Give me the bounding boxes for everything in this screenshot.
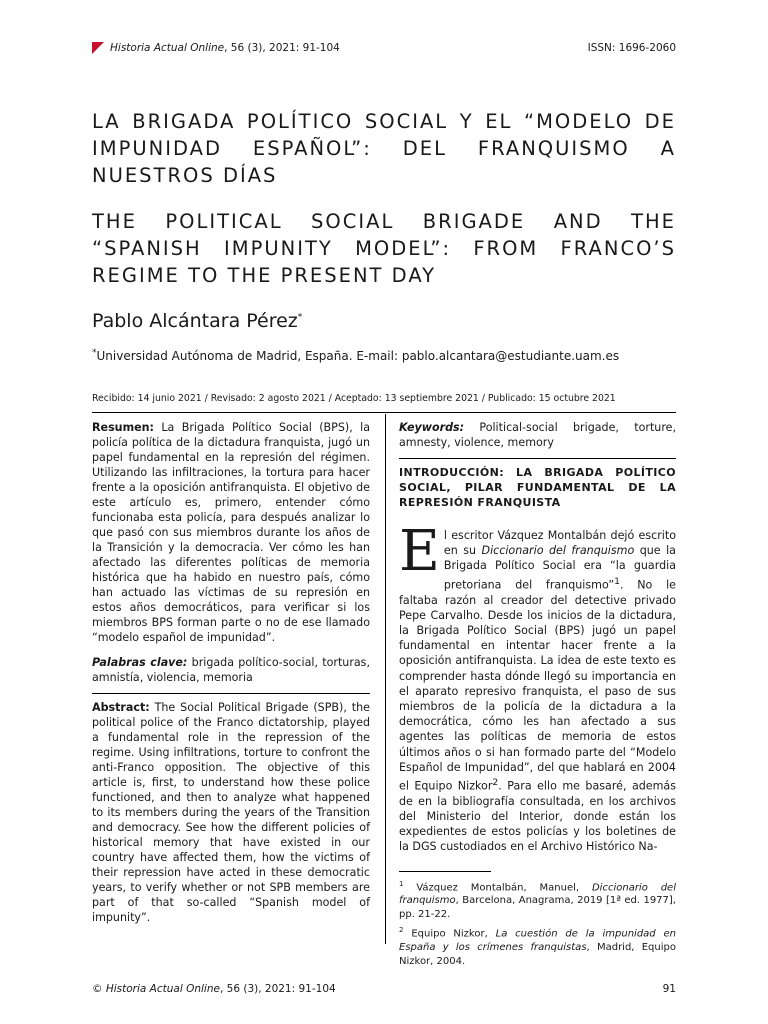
footnote-2-author: Equipo Nizkor,	[403, 928, 496, 940]
journal-issue: , 56 (3), 2021: 91-104	[224, 42, 340, 54]
footer-citation	[92, 983, 336, 995]
intro-text-3: . No le faltaba razón al creador del detective privado Pepe Carvalho. Desde los inicios de la dictadura, la Brigada Político Social (BPS) jugó un papel fundamental en intentar hacer frente a la oposición antifranquista. La idea de este texto es comprender hasta dónde llegó su importancia en el aparato represivo franquista, el paso de sus miembros de la policía de la dictadura a la democrática, cómo les han afectado a sus agentes las políticas de memoria de estos últimos años o si han formado parte del “Modelo Español de Impunidad”, del que hablará en 2004 el Equipo Nizkor	[399, 578, 676, 793]
footnote-rule	[399, 871, 491, 872]
resumen-label: Resumen:	[92, 421, 154, 434]
page-footer	[92, 983, 676, 995]
palabras-clave-text: brigada político-social, torturas, amnistía, violencia, memoria	[92, 656, 370, 684]
publication-dates: Recibido: 14 junio 2021 / Revisado: 2 agosto 2021 / Aceptado: 13 septiembre 2021 / Publicado: 15 octubre 2021	[92, 393, 616, 404]
title-english: THE POLITICAL SOCIAL BRIGADE AND THE “SPANISH IMPUNITY MODEL”: FROM FRANCO’S REGIME TO THE PRESENT DAY	[92, 210, 676, 287]
drop-cap: E	[399, 519, 440, 584]
journal-name: Historia Actual Online	[110, 42, 225, 54]
running-header	[92, 40, 676, 56]
affiliation	[92, 348, 619, 363]
affiliation-text: Universidad Autónoma de Madrid, España. E-mail: pablo.alcantara@estudiante.uam.es	[96, 349, 620, 363]
footnote-1-title: Diccionario del franquismo	[399, 881, 676, 907]
intro-text-1: l escritor Vázquez Montalbán dejó escrito en su	[443, 529, 676, 558]
footnote-1-number: 1	[399, 879, 404, 888]
copyright-symbol: ©	[92, 983, 106, 995]
affiliation-mark: *	[92, 348, 97, 358]
footnote-2	[399, 924, 676, 968]
dates-rule	[92, 412, 676, 413]
footer-journal-name: Historia Actual Online	[105, 983, 220, 995]
abstract-text: The Social Political Brigade (SPB), the political police of the Franco dictatorship, played a fundamental role in the repression of the regime. Using infiltrations, torture to confront the anti-Franco opposition. The objective of this article is, first, to understand how these police functioned, and then to analyze what happened to its members during the years of the Transition and democracy. See how the different policies of historical memory that have existed in our country have affected them, how the victims of their repression have acted in these democratic years, to verify whether or not SPB members are part of that so-called “Spanish model of impunity”.	[92, 701, 370, 924]
abstract-label: Abstract:	[92, 701, 150, 714]
footnote-1-author: Vázquez Montalbán, Manuel,	[403, 881, 592, 893]
footnote-1	[399, 878, 676, 922]
author	[92, 310, 302, 332]
journal-citation	[92, 42, 340, 54]
footnote-ref-2[interactable]: 2	[492, 776, 499, 788]
keywords-text: Political-social brigade, torture, amnesty, violence, memory	[399, 421, 676, 449]
footer-issue: , 56 (3), 2021: 91-104	[219, 983, 336, 995]
column-divider	[385, 414, 386, 944]
palabras-clave-label: Palabras clave:	[92, 656, 188, 669]
palabras-clave	[92, 655, 370, 685]
abstract-rule	[92, 693, 370, 694]
intro-text-2: que la Brigada Político Social era “la guardia pretoriana del franquismo”	[443, 544, 676, 592]
abstract	[92, 700, 370, 925]
title-spanish: LA BRIGADA POLÍTICO SOCIAL Y EL “MODELO DE IMPUNIDAD ESPAÑOL”: DEL FRANQUISMO A NUESTROS DÍAS	[92, 110, 676, 187]
resumen	[92, 420, 370, 645]
footnote-ref-1[interactable]: 1	[614, 575, 620, 587]
intro-paragraph	[399, 519, 676, 855]
author-name: Pablo Alcántara Pérez	[92, 310, 298, 332]
issn: ISSN: 1696-2060	[587, 42, 676, 54]
section-heading-introduccion: INTRODUCCIÓN: LA BRIGADA POLÍTICO SOCIAL, PILAR FUNDAMENTAL DE LA REPRESIÓN FRANQUISTA	[399, 466, 676, 509]
author-mark: *	[297, 312, 303, 323]
journal-flag-icon	[92, 42, 104, 54]
right-column	[399, 420, 676, 971]
resumen-text: La Brigada Político Social (BPS), la policía política de la dictadura franquista, jugó un papel fundamental en la represión del régimen. Utilizando las infiltraciones, la tortura para hacer frente a la oposición antifranquista. El objetivo de este artículo es, primero, entender cómo funcionaba esta policía, para después analizar lo que pasó con sus miembros durante los años de la Transición y la democracia. Ver cómo les han afectado las diferentes políticas de memoria histórica que ha habido en nuestro país, cómo han actuado las víctimas de su represión en estos años democráticos, para verificar si los miembros BPS forman parte o no de ese llamado “modelo español de impunidad”.	[92, 421, 370, 644]
keywords-label: Keywords:	[399, 421, 465, 434]
keywords	[399, 420, 676, 450]
footnote-2-details: , Madrid, Equipo Nizkor, 2004.	[399, 942, 676, 967]
footnote-2-title: La cuestión de la impunidad en España y los crímenes franquistas	[399, 928, 676, 954]
left-column	[92, 420, 370, 925]
footnote-2-number: 2	[399, 926, 404, 935]
intro-book-title: Diccionario del franquismo	[481, 544, 635, 558]
footnote-1-details: , Barcelona, Anagrama, 2019 [1ª ed. 1977], pp. 21-22.	[399, 895, 676, 920]
page-number: 91	[662, 983, 676, 995]
intro-rule	[399, 458, 676, 459]
intro-text-4: . Para ello me basaré, además de en la bibliografía consultada, en los archivos del Ministerio del Interior, donde están los expedientes de estos policías y los boletines de la DGS custodiados en el Archivo Histórico Na-	[399, 779, 676, 854]
